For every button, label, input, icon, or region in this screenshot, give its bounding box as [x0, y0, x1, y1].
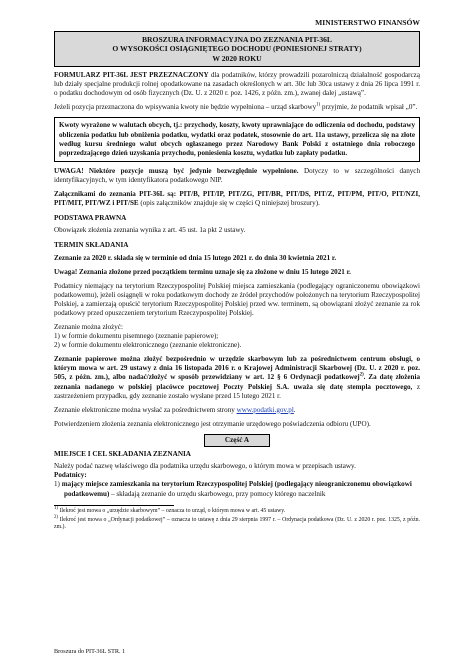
page-footer: Broszura do PIT-36L STR. 1	[54, 648, 126, 655]
paper-text-2: . Za datę złożenia zeznania nadanego w polskiej placówce pocztowej Poczty Polskiej S.A. uważa się datę stempla pocztowego,	[54, 373, 420, 391]
warning-text: Dotyczy to w szczególności danych identyfikacyjnych, w tym identyfikatora podatkowego NIP.	[54, 166, 421, 184]
warning-paragraph	[54, 167, 420, 185]
footnote-1-mark: 1)	[54, 505, 58, 511]
part-a-p1: Należy podać nazwę właściwego dla podatnika urzędu skarbowego, o którym mowa w przepisach ustawy.	[54, 462, 356, 471]
empty-note-text-2: przyjmie, że podatnik wpisał „0”.	[320, 103, 418, 112]
attachments-paragraph	[54, 190, 420, 208]
electronic-end: .	[293, 405, 296, 414]
intro-lead: FORMULARZ PIT-36L JEST PRZEZNACZONY	[54, 71, 209, 80]
legal-text: Obowiązek złożenia zeznania wynika z art. 45 ust. 1a pkt 2 ustawy.	[54, 226, 246, 235]
attachments-text: (opis załączników znajduje się w części Q niniejszej broszury).	[138, 199, 320, 208]
document-page	[54, 18, 420, 534]
title-line-2: O WYSOKOŚCI OSIĄGNIĘTEGO DOCHODU (PONIESIONEJ STRATY)	[112, 44, 362, 54]
warning-bold: UWAGA! Niektóre pozycje muszą być jedynie bezwzględnie wypełnione.	[54, 166, 299, 175]
currency-box: Kwoty wyrażone w walutach obcych, tj.: przychody, koszty, kwoty uprawniające do odliczenia od dochodu, podstawy obliczenia podatku lub obniżenia podatku, wydatki oraz podatek, stosownie do art. 11a ustawy, przelicza się na złote według kursu średniego walut obcych ogłaszanego przez Narodowy Bank Polski z ostatniego dnia roboczego poprzedzającego dzień uzyskania przychodu, poniesienia kosztu, wydatku lub zapłaty podatku.	[54, 117, 420, 161]
form-intro: Zeznanie można złożyć:	[54, 323, 123, 332]
title-line-1: BROSZURA INFORMACYJNA DO ZEZNANIA PIT-36L	[141, 34, 332, 44]
paper-paragraph	[54, 355, 420, 400]
list-item	[54, 480, 420, 498]
podatki-link[interactable]: www.podatki.gov.pl	[236, 405, 294, 414]
footnote-2-text: Ilekroć jest mowa o „Ordynacji podatkowej” – oznacza to ustawę z dnia 29 sierpnia 1997 r. – Ordynacja podatkowa (Dz. U. z 2020 r. poz. 1325, z późn. zm.).	[54, 517, 420, 531]
legal-heading: PODSTAWA PRAWNA	[54, 214, 127, 223]
item-bold: mający miejsce zamieszkania na terytorium Rzeczypospolitej Polskiej (podlegający nieograniczonemu obowiązkowi podatkowemu)	[59, 480, 412, 498]
footnote-ref-2: 2)	[359, 373, 364, 379]
footnote-ref-1: 1)	[316, 103, 321, 109]
electronic-text: Zeznanie elektroniczne można wysłać za pośrednictwem strony	[54, 405, 237, 414]
part-a-label: Część A	[204, 434, 270, 447]
deadline-heading: TERMIN SKŁADANIA	[54, 241, 129, 250]
title-box	[54, 31, 420, 67]
item-number: 1)	[54, 480, 60, 489]
part-a-list	[54, 480, 420, 498]
part-a-heading: MIEJSCE I CEL SKŁADANIA ZEZNANIA	[54, 450, 191, 459]
form-option-1: 1) w formie dokumentu pisemnego (zeznanie papierowe);	[54, 332, 219, 341]
upo-paragraph: Potwierdzeniem złożenia zeznania elektronicznego jest otrzymanie urzędowego poświadczenia odbioru (UPO).	[54, 419, 371, 428]
footnote-divider	[54, 505, 174, 506]
empty-note-text-1: Jeżeli pozycja przeznaczona do wpisywania kwoty nie będzie wypełniona – urząd skarbowy	[54, 103, 317, 112]
deadline-p1: Zeznanie za 2020 r. składa się w terminie od dnia 15 lutego 2021 r. do dnia 30 kwietnia 2021 r.	[54, 253, 337, 262]
electronic-paragraph	[54, 406, 420, 415]
ministry-header: MINISTERSTWO FINANSÓW	[315, 18, 420, 27]
attachments-bold: Załącznikami do zeznania PIT-36L są: PIT/B, PIT/IP, PIT/ZG, PIT/BR, PIT/DS, PIT/Z, PIT/PM, PIT/O, PIT/NZI, PIT/MIT, PIT/WZ i PIT/SE	[54, 189, 420, 208]
paper-text-3: z zastrzeżeniem przypadku, gdy zeznanie zostało wysłane przed 15 lutego 2021 r.	[54, 382, 420, 400]
form-option-2: 2) w formie dokumentu elektronicznego (zeznanie elektroniczne).	[54, 341, 242, 350]
part-a-subhead: Podatnicy:	[54, 471, 87, 480]
empty-field-note	[54, 103, 420, 112]
footnote-2	[54, 517, 420, 532]
footnote-1-text: Ilekroć jest mowa o „urzędzie skarbowym” – oznacza to urząd, o którym mowa w art. 45 ustawy.	[58, 507, 286, 514]
deadline-p2: Uwaga! Zeznania złożone przed początkiem terminu uznaje się za złożone w dniu 15 lutego 2021 r.	[54, 267, 351, 276]
footnote-2-mark: 2)	[54, 515, 58, 521]
item-text: – składają zeznanie do urzędu skarbowego, przy pomocy którego naczelnik	[109, 489, 326, 498]
title-line-3: W 2020 ROKU	[212, 53, 262, 63]
intro-paragraph	[54, 71, 420, 98]
deadline-p3: Podatnicy niemający na terytorium Rzeczypospolitej Polskiej miejsca zamieszkania (podlegający ograniczonemu obowiązkowi podatkowemu), jeżeli osiągnęli w roku podatkowym dochody ze źródeł przychodów położonych na terytorium Rzeczypospolitej Polskiej, a zamierzają opuścić terytorium Rzeczypospolitej Polskiej przed ww. terminem, są obowiązani złożyć zeznanie za rok podatkowy przed opuszczeniem terytorium Rzeczypospolitej Polskiej.	[54, 281, 420, 318]
intro-text: dla podatników, którzy prowadzili pozarolniczą działalność gospodarczą lub działy specjalne produkcji rolnej opodatkowane na zasadach określonych w art. 30c lub 30ca ustawy z dnia 26 lipca 1991 r. o podatku dochodowym od osób fizycznych (Dz. U. z 2020 r. poz. 1426, z późn. zm.), zwanej dalej „ustawą”.	[54, 71, 420, 98]
paper-text-1: Zeznanie papierowe można złożyć bezpośrednio w urzędzie skarbowym lub za pośrednictwem centrum obsługi, o którym mowa w art. 29 ustawy z dnia 16 listopada 2016 r. o Krajowej Administracji Skarbowej (Dz. U. z 2020 r. poz. 505, z późn. zm.), albo nadać/złożyć w sposób przewidziany w art. 12 § 6 Ordynacji podatkowej	[54, 355, 420, 382]
footnote-1	[54, 505, 420, 515]
